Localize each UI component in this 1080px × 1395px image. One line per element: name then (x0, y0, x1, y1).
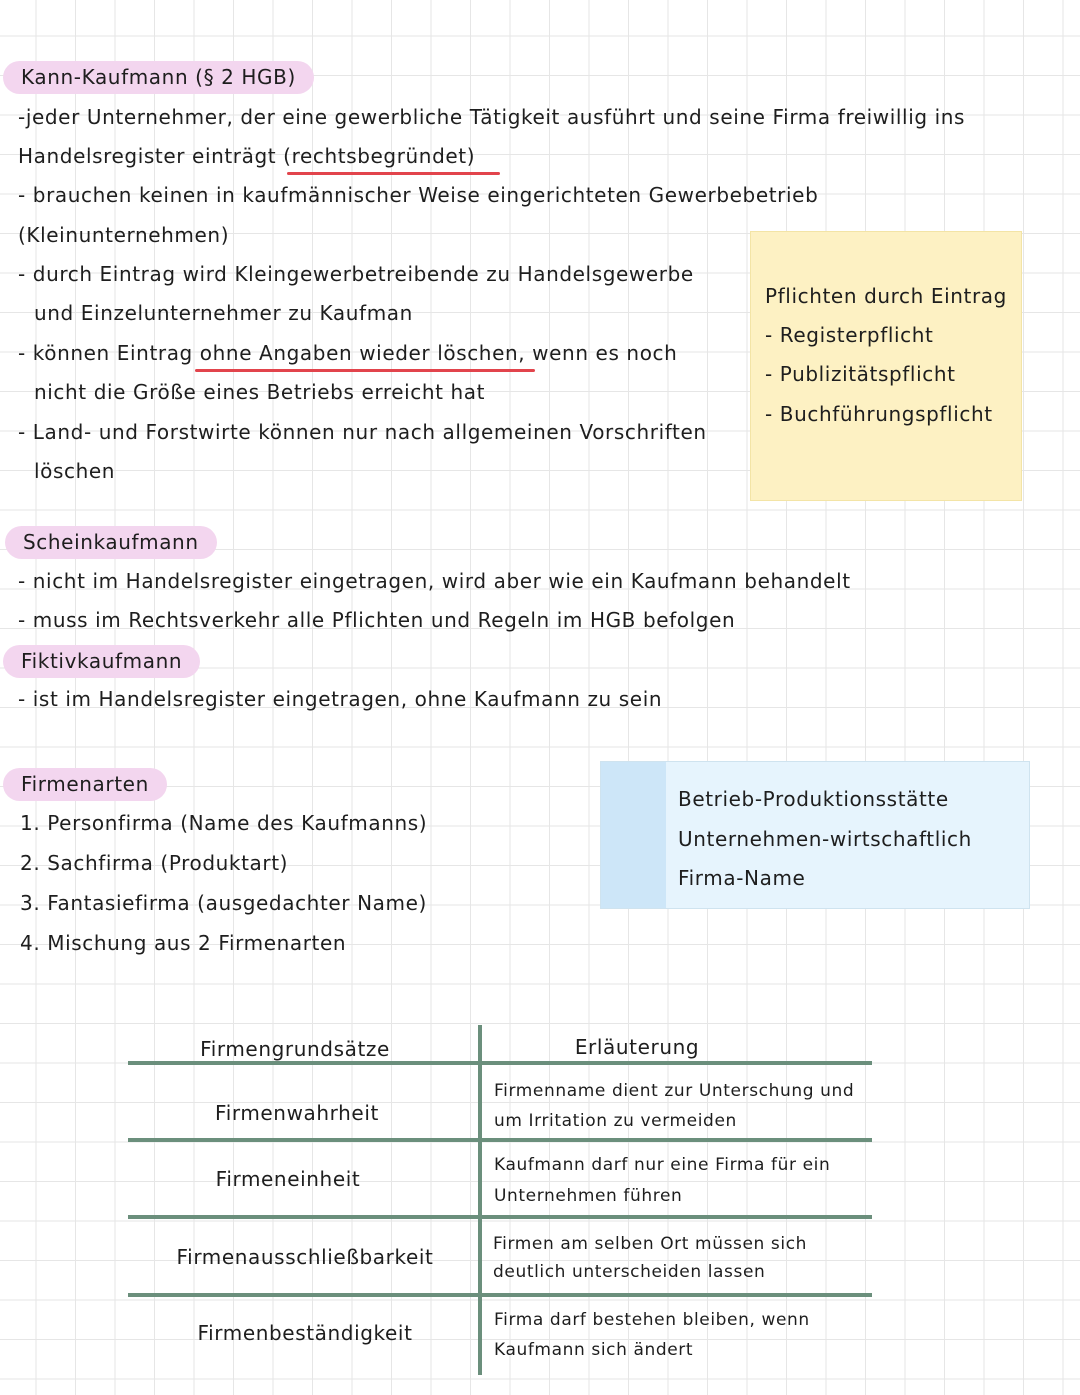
table-row-desc: um Irritation zu vermeiden (494, 1111, 737, 1131)
table-row-name: Firmenwahrheit (215, 1101, 379, 1125)
begriffe-note-strip (601, 762, 666, 908)
table-row-desc: Unternehmen führen (494, 1186, 683, 1206)
scheinkaufmann-heading: Scheinkaufmann (5, 526, 217, 559)
firmenarten-heading: Firmenarten (3, 768, 167, 801)
begriffe-note-item: Betrieb-Produktionsstätte (678, 787, 949, 811)
table-row-desc: Firmenname dient zur Unterschung und (494, 1081, 855, 1101)
table-divider (128, 1293, 872, 1297)
kann-line-10: löschen (34, 459, 116, 483)
table-row-desc: Firmen am selben Ort müssen sich (493, 1234, 808, 1254)
schein-line-1: - nicht im Handelsregister eingetragen, wird aber wie ein Kaufmann behandelt (18, 569, 851, 593)
kann-line-4: (Kleinunternehmen) (18, 223, 230, 247)
kann-line-8: nicht die Größe eines Betriebs erreicht hat (34, 380, 486, 404)
underline-rechtsbegruendet (287, 172, 500, 175)
kann-kaufmann-heading: Kann-Kaufmann (§ 2 HGB) (3, 61, 314, 94)
kann-line-1: -jeder Unternehmer, der eine gewerbliche Tätigkeit ausführt und seine Firma freiwillig ins (18, 105, 966, 129)
table-header: Firmengrundsätze (200, 1037, 390, 1061)
table-divider (128, 1215, 872, 1219)
kann-line-3: - brauchen keinen in kaufmännischer Weise eingerichteten Gewerbebetrieb (18, 183, 819, 207)
pflichten-note-item: - Publizitätspflicht (765, 362, 956, 386)
kann-line-7: - können Eintrag ohne Angaben wieder löschen, wenn es noch (18, 341, 678, 365)
pflichten-note-item: - Buchführungspflicht (765, 402, 993, 426)
pflichten-note (750, 231, 1022, 501)
kann-line-2: Handelsregister einträgt (rechtsbegründet) (18, 144, 476, 168)
table-row-desc: Firma darf bestehen bleiben, wenn (494, 1310, 810, 1330)
underline-ohne-angaben (195, 369, 535, 372)
begriffe-note-item: Firma-Name (678, 866, 806, 890)
table-row-name: Firmeneinheit (215, 1167, 361, 1191)
begriffe-note-item: Unternehmen-wirtschaftlich (678, 827, 972, 851)
table-row-name: Firmenausschließbarkeit (176, 1245, 434, 1269)
firmenarten-item-2: 2. Sachfirma (Produktart) (20, 851, 289, 875)
table-divider (128, 1138, 872, 1142)
begriffe-note (600, 761, 1030, 909)
fiktivkaufmann-heading: Fiktivkaufmann (3, 645, 200, 678)
kann-line-5: - durch Eintrag wird Kleingewerbetreibende zu Handelsgewerbe (18, 262, 694, 286)
firmenarten-item-3: 3. Fantasiefirma (ausgedachter Name) (20, 891, 427, 915)
table-row-desc: deutlich unterscheiden lassen (493, 1262, 766, 1282)
kann-line-9: - Land- und Forstwirte können nur nach allgemeinen Vorschriften (18, 420, 707, 444)
table-row-desc: Kaufmann sich ändert (494, 1340, 694, 1360)
table-row-desc: Kaufmann darf nur eine Firma für ein (494, 1155, 831, 1175)
pflichten-note-item: - Registerpflicht (765, 323, 934, 347)
table-row-name: Firmenbeständigkeit (197, 1321, 413, 1345)
fiktiv-line-1: - ist im Handelsregister eingetragen, ohne Kaufmann zu sein (18, 687, 663, 711)
schein-line-2: - muss im Rechtsverkehr alle Pflichten und Regeln im HGB befolgen (18, 608, 736, 632)
pflichten-note-title: Pflichten durch Eintrag (765, 284, 1007, 308)
firmenarten-item-4: 4. Mischung aus 2 Firmenarten (20, 931, 347, 955)
firmenarten-item-1: 1. Personfirma (Name des Kaufmanns) (20, 811, 428, 835)
table-header: Erläuterung (574, 1035, 700, 1059)
kann-line-6: und Einzelunternehmer zu Kaufman (34, 301, 413, 325)
